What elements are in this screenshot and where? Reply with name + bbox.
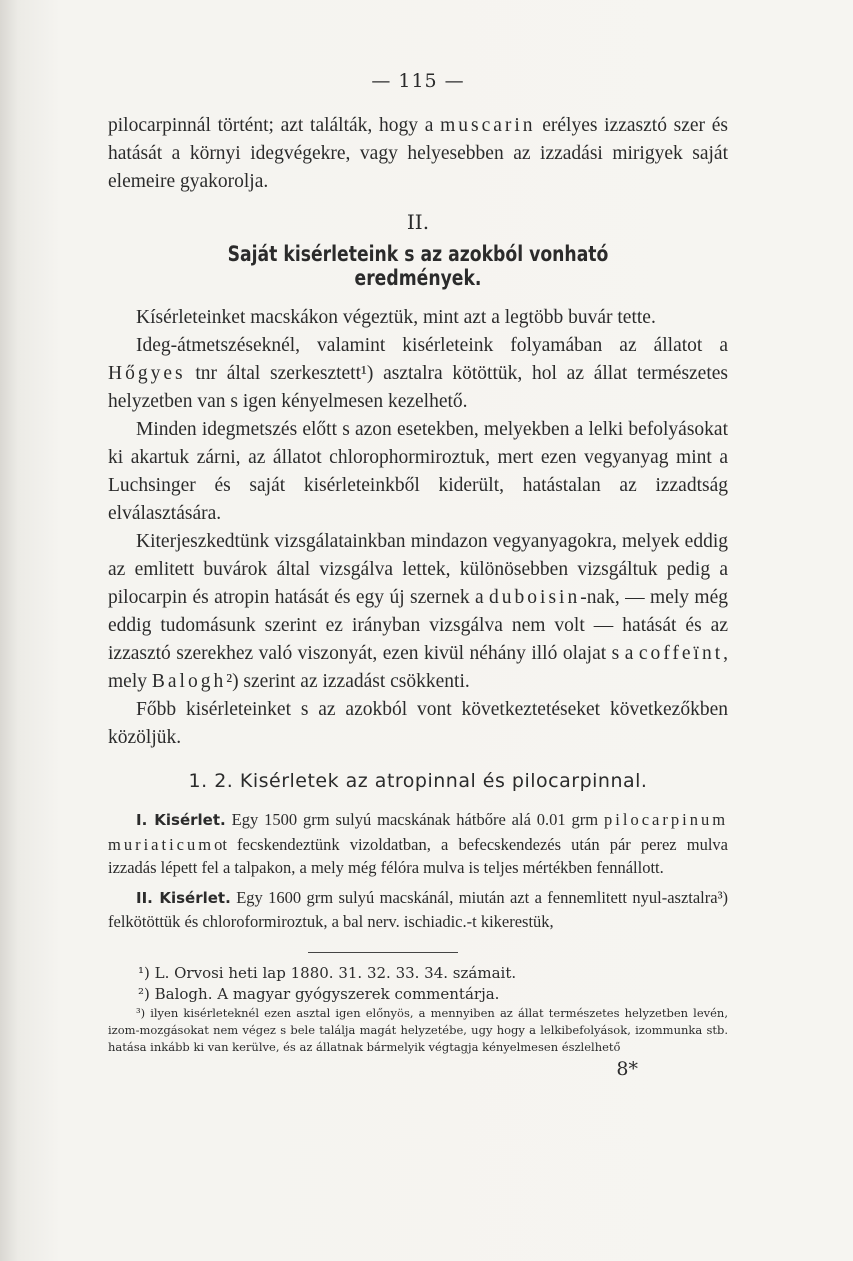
- footnote-divider: [308, 952, 458, 953]
- paragraph-substances: [108, 528, 728, 696]
- emphasis-muscarin: muscarin: [440, 115, 536, 136]
- paragraph-intro: [108, 112, 728, 196]
- paragraph-text: ²) szerint az izzadást csökkenti.: [226, 671, 470, 692]
- paragraph-text: erélyes izzasztó szer és hatását a környi idegvégekre, vagy helyesebben az izzadási mirigyek saját elemeire gyakorolja.: [108, 115, 729, 192]
- footnote-1: ¹) L. Orvosi heti lap 1880. 31. 32. 33. 34. számait.: [138, 963, 517, 982]
- experiment-text: Egy 1500 grm sulyú macskának hátbőre alá 0.01 grm: [231, 810, 599, 829]
- emphasis-pilocarpinum: pilocarpinum muriaticum: [108, 810, 729, 854]
- paragraph-experiments: Kísérleteinket macskákon végeztük, mint azt a legtöbb buvár tette.: [136, 307, 656, 328]
- experiment-label: II. Kisérlet.: [136, 888, 231, 907]
- footnote-2: ²) Balogh. A magyar gyógyszerek commentárja.: [138, 984, 500, 1003]
- emphasis-hogyes: Hőgyes: [108, 363, 186, 384]
- signature-mark: 8*: [616, 1057, 638, 1080]
- section-number: II.: [406, 210, 430, 234]
- footnote-3: ³) ilyen kisérleteknél ezen asztal igen előnyös, a mennyiben az állat természetes helyzetben levén, izom-mozgásokat nem végez s bele találja magát helyzetébe, ugy hogy a lelkibefolyások, izommunka stb. hatása inkább ki van kerülve, és az állatnak bármelyik végtagja kényelmesen észlelhető: [108, 1005, 728, 1054]
- experiment-text: ot fecskendeztünk vizoldatban, a befecskendezés után pár perez mulva izzadás lépett fel a talpakon, a mely még félóra mulva is teljes mértékben fennállott.: [108, 834, 728, 877]
- page-number: — 115 —: [371, 70, 465, 92]
- experiment-text: Egy 1600 grm sulyú macskánál, miután azt a fennemlitett nyul-asztalra³) felkötöttük és chloroformiroztuk, a bal nerv. ischiadic.-t kikerestük,: [108, 887, 729, 931]
- text-column: [108, 70, 728, 1080]
- paragraph-text: Ideg-átmetszéseknél, valamint kisérleteink folyamában az állatot a: [136, 335, 728, 356]
- experiment-1: [108, 808, 728, 880]
- paragraph-main-experiments: Főbb kisérleteinket s az azokból vont következtetéseket következőkben közöljük.: [108, 699, 728, 748]
- experiment-label: I. Kisérlet.: [136, 811, 226, 829]
- experiment-2: [108, 886, 728, 934]
- emphasis-duboisin: duboisin: [489, 587, 581, 608]
- section-title: Saját kisérleteink s az azokból vonható eredmények.: [227, 242, 609, 290]
- emphasis-coffein: coffeïnt: [638, 643, 724, 664]
- subsection-title: 1. 2. Kisérletek az atropinnal és pilocarpinnal.: [188, 770, 648, 792]
- paragraph-nerve-cutting: [108, 332, 728, 416]
- paragraph-text: Kiterjeszkedtünk vizsgálatainkban mindazon vegyanyagokra, melyek eddig az emlitett buvárok által vizsgálva lettek, különösebben vizsgáltuk pedig a pilocarpin és atropin hatását és egy új szernek a: [108, 531, 728, 608]
- paragraph-chloroform: Minden idegmetszés előtt s azon esetekben, melyekben a lelki befolyásokat ki akartuk zárni, az állatot chlorophormiroztuk, mert ezen vegyanyag mint a Luchsinger és saját kisérleteinkből kiderült, hatástalan az izzadtság elválasztására.: [108, 419, 728, 524]
- emphasis-balogh: Balogh: [151, 671, 227, 692]
- paragraph-text: -nak, — mely még eddig tudomásunk szerint ez irányban vizsgálva nem volt — hatását és az izzasztó szerekhez való viszonyát, ezen kivül néhány illó olajat s a: [108, 587, 728, 664]
- paragraph-text: , mely: [108, 643, 728, 692]
- paragraph-text: pilocarpinnál történt; azt találták, hogy a: [108, 115, 434, 136]
- paragraph-text: tnr által szerkesztett¹) asztalra kötöttük, hol az állat természetes helyzetben van s igen kényelmesen kezelhető.: [108, 363, 728, 412]
